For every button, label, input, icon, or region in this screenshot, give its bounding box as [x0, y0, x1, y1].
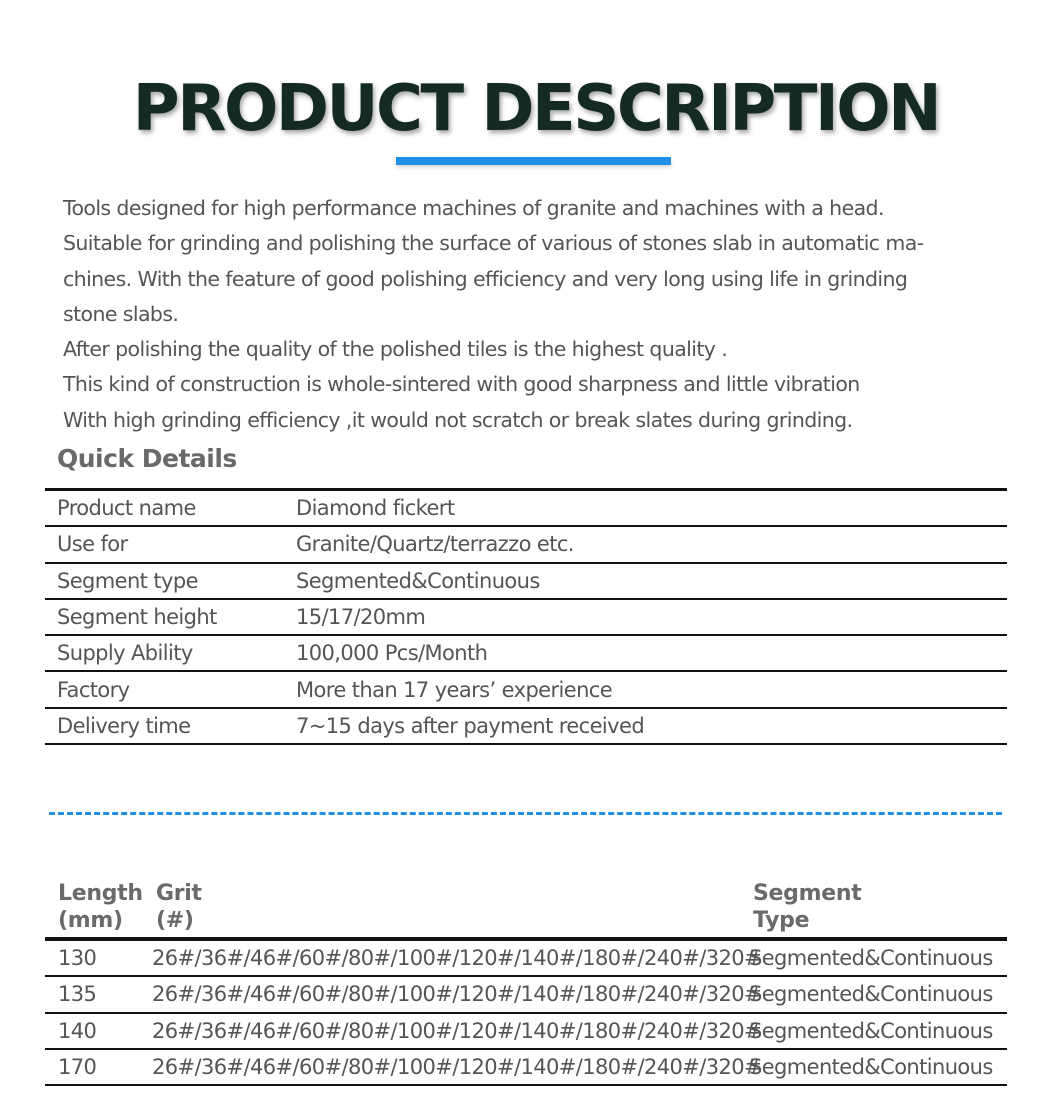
cell-length: 140	[58, 1018, 97, 1043]
quick-details-heading: Quick Details	[57, 444, 237, 473]
cell-grit: 26#/36#/46#/60#/80#/100#/120#/140#/180#/240#/320#	[152, 982, 762, 1007]
description-line: chines. With the feature of good polishing efficiency and very long using life in grinding	[63, 266, 908, 291]
detail-row-delivery-time	[45, 709, 1007, 745]
quick-details-table	[45, 488, 1007, 745]
detail-key: Use for	[57, 532, 128, 557]
cell-segment: Segmented&Continuous	[749, 982, 993, 1007]
header-segment-line1: Segment	[753, 881, 862, 906]
description-line: This kind of construction is whole-sintered with good sharpness and little vibration	[63, 372, 860, 397]
detail-value: 7~15 days after payment received	[296, 713, 645, 738]
cell-segment: Segmented&Continuous	[749, 1018, 993, 1043]
detail-row-supply-ability	[45, 636, 1007, 672]
description-line: After polishing the quality of the polished tiles is the highest quality .	[63, 337, 728, 362]
header-grit	[156, 880, 202, 934]
description-line: Tools designed for high performance machines of granite and machines with a head.	[63, 196, 884, 220]
detail-key: Delivery time	[57, 713, 191, 738]
header-segment-type	[753, 880, 861, 934]
detail-row-factory	[45, 672, 1007, 708]
detail-key: Product name	[57, 496, 196, 521]
detail-row-use-for	[45, 527, 1007, 563]
spec-table	[45, 876, 1007, 1086]
detail-value: More than 17 years’ experience	[296, 677, 613, 702]
detail-value: Granite/Quartz/terrazzo etc.	[296, 532, 574, 557]
description-line: With high grinding efficiency ,it would not scratch or break slates during grinding.	[63, 407, 853, 432]
table-row	[45, 1014, 1007, 1050]
cell-segment: Segmented&Continuous	[749, 946, 993, 970]
detail-value: Segmented&Continuous	[296, 568, 540, 593]
dashed-divider	[49, 812, 1002, 815]
header-length-line2: (mm)	[58, 908, 123, 933]
detail-value: 15/17/20mm	[296, 605, 426, 630]
detail-row-segment-height	[45, 600, 1007, 636]
detail-value: 100,000 Pcs/Month	[296, 641, 488, 666]
description-block	[63, 191, 1023, 438]
spec-table-header	[45, 876, 1007, 941]
description-line: Suitable for grinding and polishing the surface of various of stones slab in automatic ma-	[63, 231, 924, 256]
detail-value: Diamond fickert	[296, 496, 455, 521]
cell-length: 135	[58, 982, 97, 1007]
detail-key: Factory	[57, 677, 130, 702]
cell-length: 130	[58, 946, 97, 970]
detail-key: Segment height	[57, 605, 217, 630]
table-row	[45, 977, 1007, 1013]
detail-key: Segment type	[57, 568, 198, 593]
cell-grit: 26#/36#/46#/60#/80#/100#/120#/140#/180#/240#/320#	[152, 1018, 762, 1043]
table-row	[45, 941, 1007, 977]
table-row	[45, 1050, 1007, 1086]
detail-row-product-name	[45, 491, 1007, 527]
cell-grit: 26#/36#/46#/60#/80#/100#/120#/140#/180#/240#/320#	[152, 1054, 762, 1079]
header-grit-line2: (#)	[156, 908, 194, 933]
cell-length: 170	[58, 1054, 97, 1079]
header-grit-line1: Grit	[156, 881, 202, 906]
header-length	[58, 880, 143, 934]
header-segment-line2: Type	[753, 908, 810, 933]
page-title: PRODUCT DESCRIPTION	[132, 72, 940, 146]
cell-segment: Segmented&Continuous	[749, 1054, 993, 1079]
detail-key: Supply Ability	[57, 641, 193, 666]
detail-row-segment-type	[45, 564, 1007, 600]
cell-grit: 26#/36#/46#/60#/80#/100#/120#/140#/180#/240#/320#	[152, 946, 762, 970]
header-length-line1: Length	[58, 881, 143, 906]
description-line: stone slabs.	[63, 301, 179, 326]
title-underline-bar	[396, 157, 671, 165]
